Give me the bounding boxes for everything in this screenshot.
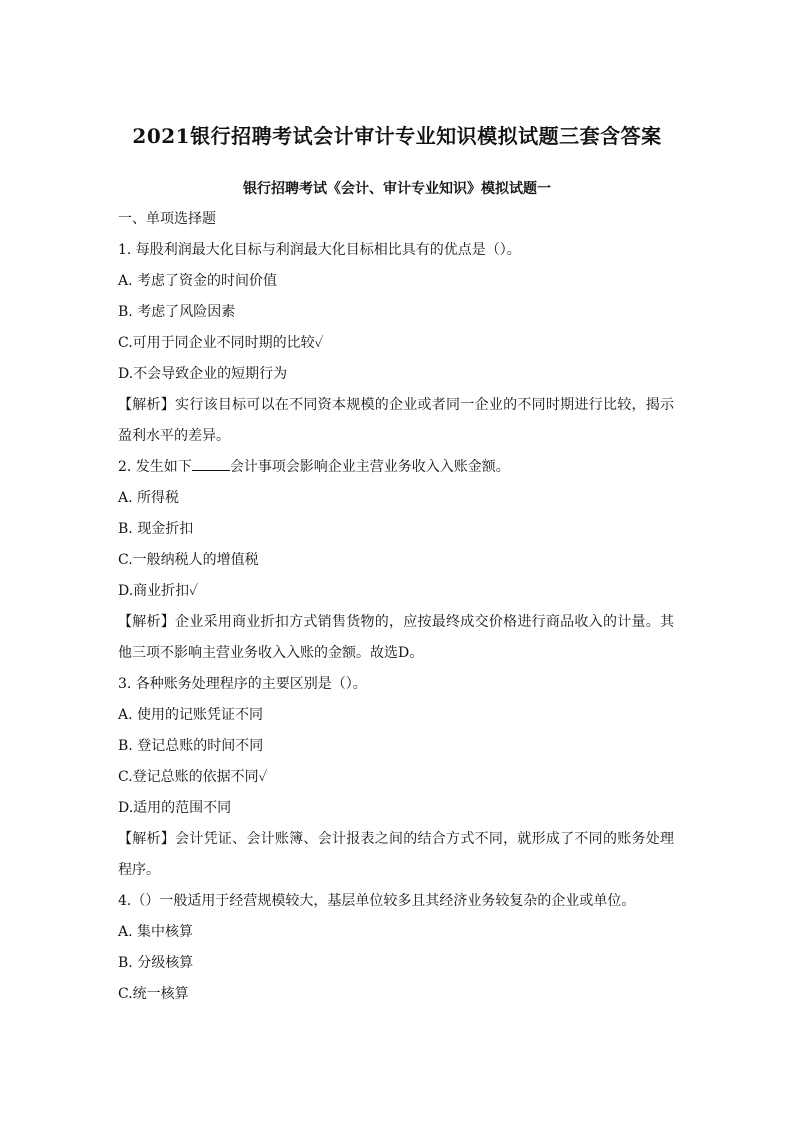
question-3-stem: 3. 各种账务处理程序的主要区别是（）。 <box>118 676 367 692</box>
document-title: 2021银行招聘考试会计审计专业知识模拟试题三套含答案 <box>132 124 662 148</box>
question-1-analysis: 【解析】实行该目标可以在不同资本规模的企业或者同一企业的不同时期进行比较，揭示盈利水平的差异。 <box>118 397 674 444</box>
question-3-analysis: 【解析】会计凭证、会计账簿、会计报表之间的结合方式不同，就形成了不同的账务处理程序。 <box>118 831 674 878</box>
question-2-stem <box>118 456 674 487</box>
exam-subtitle: 银行招聘考试《会计、审计专业知识》模拟试题一 <box>243 181 551 197</box>
document-body <box>118 208 674 1014</box>
question-3-option-b: B. 登记总账的时间不同 <box>118 738 264 754</box>
question-2-stem-after: 会计事项会影响企业主营业务收入入账金额。 <box>229 459 510 475</box>
question-1-option-b: B. 考虑了风险因素 <box>118 304 236 320</box>
question-1-option-d: D.不会导致企业的短期行为 <box>118 366 288 382</box>
question-2-analysis: 【解析】企业采用商业折扣方式销售货物的，应按最终成交价格进行商品收入的计量。其他三项不影响主营业务收入入账的金额。故选D。 <box>118 614 674 661</box>
question-1-option-c: C.可用于同企业不同时期的比较✓ <box>118 335 324 351</box>
section-heading: 一、单项选择题 <box>118 211 216 227</box>
question-1-option-a: A. 考虑了资金的时间价值 <box>118 273 278 289</box>
question-4-stem: 4.（）一般适用于经营规模较大，基层单位较多且其经济业务较复杂的企业或单位。 <box>118 893 636 909</box>
question-2-stem-before: 2. 发生如下 <box>118 459 192 475</box>
question-2-option-a: A. 所得税 <box>118 490 180 506</box>
question-2-option-b: B. 现金折扣 <box>118 521 194 537</box>
question-3-option-c: C.登记总账的依据不同✓ <box>118 769 268 785</box>
question-3-option-d: D.适用的范围不同 <box>118 800 232 816</box>
question-1-stem: 1. 每股利润最大化目标与利润最大化目标相比具有的优点是（）。 <box>118 242 521 258</box>
question-4-option-b: B. 分级核算 <box>118 955 194 971</box>
question-2-option-d: D.商业折扣✓ <box>118 583 199 599</box>
question-3-option-a: A. 使用的记账凭证不同 <box>118 707 264 723</box>
question-4-option-c: C.统一核算 <box>118 986 189 1002</box>
fill-in-blank <box>192 456 230 471</box>
question-2-option-c: C.一般纳税人的增值税 <box>118 552 259 568</box>
question-4-option-a: A. 集中核算 <box>118 924 194 940</box>
